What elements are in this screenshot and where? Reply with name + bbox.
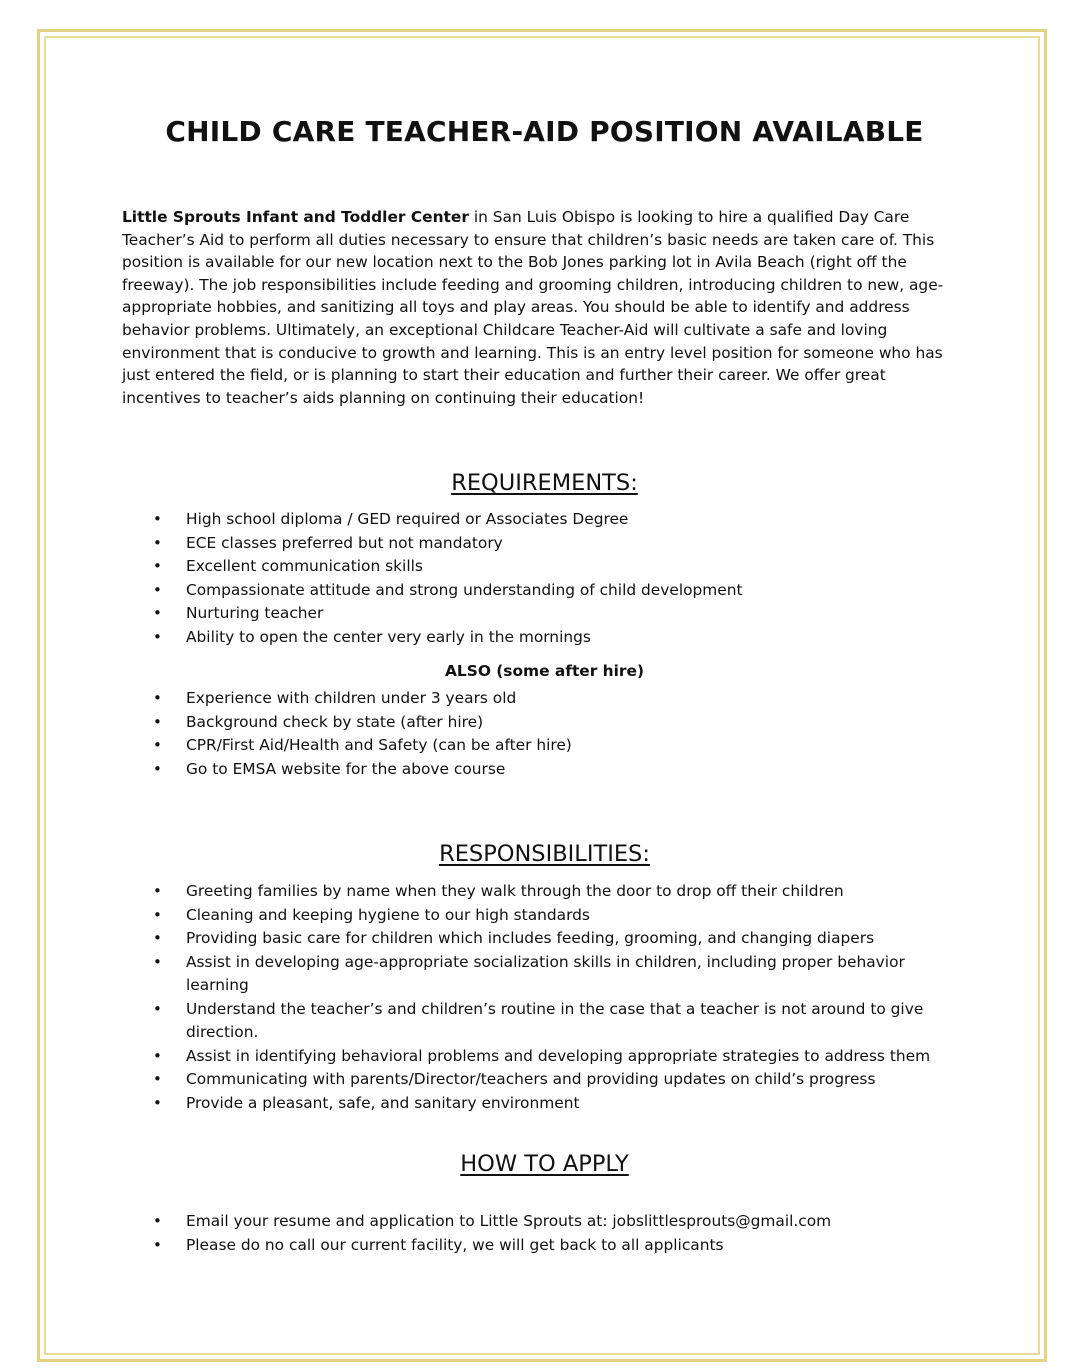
how-to-apply-list	[122, 1210, 967, 1257]
list-item	[122, 1045, 967, 1069]
intro-text: in San Luis Obispo is looking to hire a qualified Day Care Teacher’s Aid to perform all duties necessary to ensure that children’s basic needs are taken care of. This position is available for our new location next to the Bob Jones parking lot in Avila Beach (right off the freeway). The job responsibilities include feeding and grooming children, introducing children to new, age-appropriate hobbies, and sanitizing all toys and play areas. You should be able to identify and address behavior problems. Ultimately, an exceptional Childcare Teacher-Aid will cultivate a safe and loving environment that is conducive to growth and learning. This is an entry level position for someone who has just entered the field, or is planning to start their education and further their career. We offer great incentives to teacher’s aids planning on continuing their education!	[122, 208, 944, 407]
list-item-text: Ability to open the center very early in the mornings	[186, 627, 591, 646]
bullet-icon: •	[153, 1070, 162, 1089]
list-item-text: Excellent communication skills	[186, 557, 423, 576]
list-item	[122, 927, 967, 951]
bullet-icon: •	[153, 533, 162, 552]
bullet-icon: •	[153, 905, 162, 924]
list-item	[122, 508, 967, 532]
how-to-apply-heading: HOW TO APPLY	[460, 1151, 629, 1178]
list-item-text: Compassionate attitude and strong understanding of child development	[186, 580, 743, 599]
list-item-text: Providing basic care for children which includes feeding, grooming, and changing diapers	[186, 929, 875, 948]
bullet-icon: •	[153, 1046, 162, 1065]
bullet-icon: •	[153, 759, 162, 778]
list-item	[122, 555, 967, 579]
list-item-text: Background check by state (after hire)	[186, 712, 484, 731]
bullet-icon: •	[153, 999, 162, 1018]
list-item	[122, 1210, 967, 1234]
list-item	[122, 951, 967, 998]
bullet-icon: •	[153, 510, 162, 529]
list-item	[122, 602, 967, 626]
requirements-list	[122, 508, 967, 649]
bullet-icon: •	[153, 882, 162, 901]
list-item-text: Go to EMSA website for the above course	[186, 759, 506, 778]
list-item-text: Assist in developing age-appropriate socialization skills in children, including proper behavior learning	[186, 952, 905, 995]
list-item-text: Experience with children under 3 years old	[186, 689, 517, 708]
list-item	[122, 711, 967, 735]
bullet-icon: •	[153, 1093, 162, 1112]
bullet-icon: •	[153, 604, 162, 623]
requirements-heading: REQUIREMENTS:	[451, 470, 638, 497]
list-item	[122, 579, 967, 603]
list-item-text: Greeting families by name when they walk through the door to drop off their children	[186, 882, 844, 901]
list-item-text: Understand the teacher’s and children’s routine in the case that a teacher is not around to give direction.	[186, 999, 924, 1042]
bullet-icon: •	[153, 952, 162, 971]
bullet-icon: •	[153, 712, 162, 731]
list-item	[122, 626, 967, 650]
flyer-content	[122, 110, 967, 1257]
list-item-text: Email your resume and application to Little Sprouts at: jobslittlesprouts@gmail.com	[186, 1212, 832, 1231]
list-item-text: ECE classes preferred but not mandatory	[186, 533, 503, 552]
list-item	[122, 1092, 967, 1116]
bullet-icon: •	[153, 627, 162, 646]
bullet-icon: •	[153, 689, 162, 708]
org-name: Little Sprouts Infant and Toddler Center	[122, 208, 469, 226]
list-item-text: Nurturing teacher	[186, 604, 324, 623]
list-item	[122, 532, 967, 556]
bullet-icon: •	[153, 1212, 162, 1231]
list-item-text: Cleaning and keeping hygiene to our high standards	[186, 905, 590, 924]
intro-paragraph	[122, 206, 967, 409]
list-item	[122, 904, 967, 928]
list-item	[122, 998, 967, 1045]
list-item-text: Please do no call our current facility, we will get back to all applicants	[186, 1235, 724, 1254]
list-item	[122, 758, 967, 782]
list-item-text: Assist in identifying behavioral problems and developing appropriate strategies to address them	[186, 1046, 931, 1065]
list-item-text: High school diploma / GED required or Associates Degree	[186, 510, 629, 529]
bullet-icon: •	[153, 736, 162, 755]
also-list	[122, 687, 967, 781]
list-item	[122, 734, 967, 758]
also-heading: ALSO (some after hire)	[445, 662, 644, 681]
list-item-text: CPR/First Aid/Health and Safety (can be after hire)	[186, 736, 572, 755]
bullet-icon: •	[153, 580, 162, 599]
list-item	[122, 1234, 967, 1258]
bullet-icon: •	[153, 557, 162, 576]
list-item	[122, 880, 967, 904]
list-item-text: Provide a pleasant, safe, and sanitary environment	[186, 1093, 580, 1112]
responsibilities-list	[122, 880, 967, 1115]
bullet-icon: •	[153, 929, 162, 948]
bullet-icon: •	[153, 1235, 162, 1254]
list-item	[122, 1068, 967, 1092]
page-title: CHILD CARE TEACHER-AID POSITION AVAILABLE	[165, 115, 924, 148]
responsibilities-heading: RESPONSIBILITIES:	[439, 841, 650, 868]
list-item-text: Communicating with parents/Director/teachers and providing updates on child’s progress	[186, 1070, 876, 1089]
list-item	[122, 687, 967, 711]
